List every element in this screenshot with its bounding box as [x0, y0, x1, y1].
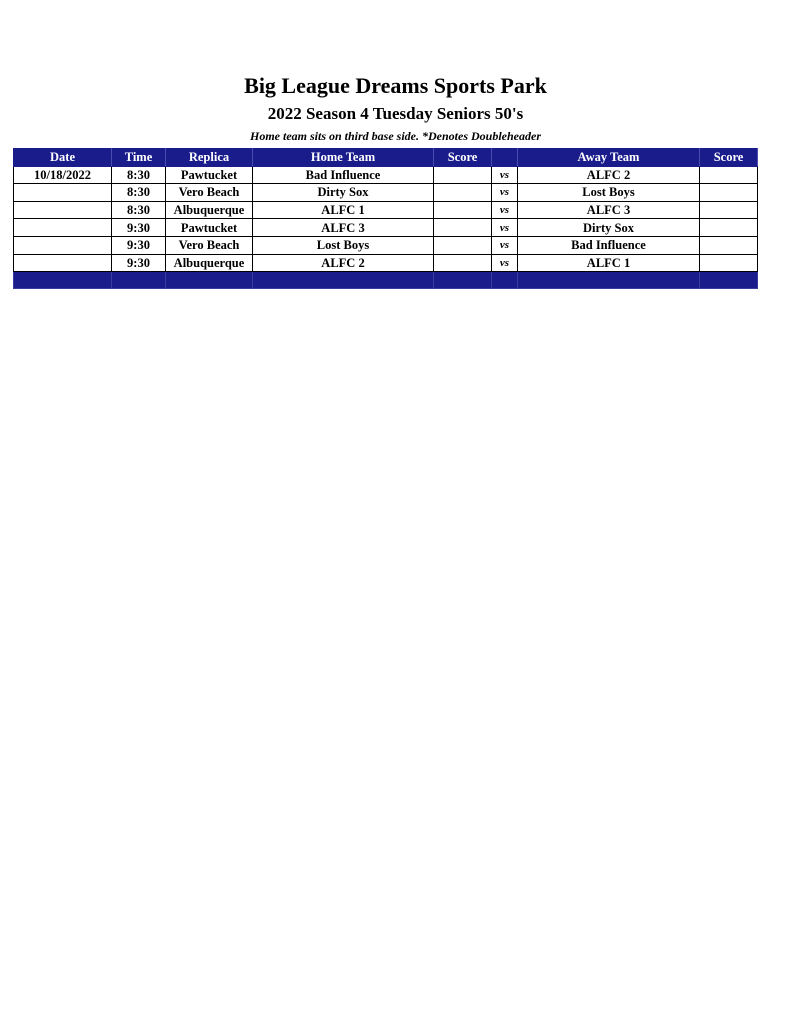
cell-time: 9:30 — [112, 219, 166, 237]
footer-cell — [253, 272, 434, 289]
cell-away-team: Lost Boys — [518, 184, 700, 202]
cell-away-score — [700, 166, 758, 184]
cell-replica: Albuquerque — [166, 254, 253, 272]
cell-away-score — [700, 236, 758, 254]
cell-time: 9:30 — [112, 236, 166, 254]
cell-home-score — [434, 184, 492, 202]
cell-time: 9:30 — [112, 254, 166, 272]
cell-home-score — [434, 236, 492, 254]
table-row — [14, 219, 758, 237]
cell-replica: Vero Beach — [166, 236, 253, 254]
column-header-home-team: Home Team — [253, 149, 434, 167]
column-header-home-score: Score — [434, 149, 492, 167]
table-row — [14, 254, 758, 272]
footer-cell — [166, 272, 253, 289]
table-row — [14, 166, 758, 184]
cell-away-team: ALFC 1 — [518, 254, 700, 272]
cell-away-score — [700, 184, 758, 202]
schedule-table — [13, 148, 758, 289]
footer-cell — [700, 272, 758, 289]
cell-date — [14, 201, 112, 219]
cell-home-score — [434, 254, 492, 272]
cell-home-team: ALFC 3 — [253, 219, 434, 237]
page-note: Home team sits on third base side. *Denotes Doubleheader — [250, 129, 541, 143]
cell-time: 8:30 — [112, 184, 166, 202]
table-row — [14, 201, 758, 219]
table-row — [14, 184, 758, 202]
header-row — [14, 149, 758, 167]
cell-time: 8:30 — [112, 201, 166, 219]
page-title: Big League Dreams Sports Park — [244, 73, 547, 98]
cell-vs: vs — [492, 236, 518, 254]
footer-bar-row — [14, 272, 758, 289]
cell-away-score — [700, 201, 758, 219]
footer-cell — [492, 272, 518, 289]
cell-vs: vs — [492, 254, 518, 272]
cell-vs: vs — [492, 184, 518, 202]
column-header-away-score: Score — [700, 149, 758, 167]
cell-time: 8:30 — [112, 166, 166, 184]
cell-replica: Vero Beach — [166, 184, 253, 202]
cell-away-team: ALFC 2 — [518, 166, 700, 184]
page-subtitle: 2022 Season 4 Tuesday Seniors 50's — [267, 104, 524, 123]
cell-away-score — [700, 254, 758, 272]
footer-cell — [14, 272, 112, 289]
cell-away-score — [700, 219, 758, 237]
cell-away-team: ALFC 3 — [518, 201, 700, 219]
cell-home-team: ALFC 1 — [253, 201, 434, 219]
cell-vs: vs — [492, 201, 518, 219]
cell-date — [14, 236, 112, 254]
cell-replica: Albuquerque — [166, 201, 253, 219]
cell-vs: vs — [492, 219, 518, 237]
column-header-vs — [492, 149, 518, 167]
column-header-away-team: Away Team — [518, 149, 700, 167]
cell-home-team: Dirty Sox — [253, 184, 434, 202]
cell-date — [14, 219, 112, 237]
footer-cell — [434, 272, 492, 289]
cell-date — [14, 254, 112, 272]
cell-away-team: Dirty Sox — [518, 219, 700, 237]
cell-replica: Pawtucket — [166, 166, 253, 184]
column-header-time: Time — [112, 149, 166, 167]
footer-cell — [518, 272, 700, 289]
table-row — [14, 236, 758, 254]
cell-home-score — [434, 219, 492, 237]
cell-home-team: ALFC 2 — [253, 254, 434, 272]
cell-replica: Pawtucket — [166, 219, 253, 237]
cell-date — [14, 184, 112, 202]
column-header-replica: Replica — [166, 149, 253, 167]
footer-cell — [112, 272, 166, 289]
cell-home-score — [434, 166, 492, 184]
cell-date: 10/18/2022 — [14, 166, 112, 184]
cell-home-team: Lost Boys — [253, 236, 434, 254]
cell-vs: vs — [492, 166, 518, 184]
cell-home-team: Bad Influence — [253, 166, 434, 184]
cell-away-team: Bad Influence — [518, 236, 700, 254]
cell-home-score — [434, 201, 492, 219]
column-header-date: Date — [14, 149, 112, 167]
